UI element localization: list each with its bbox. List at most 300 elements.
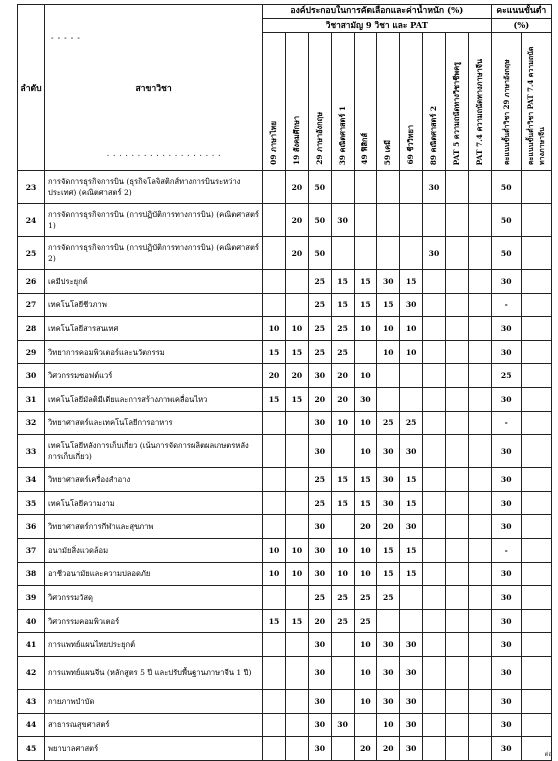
weight-cell xyxy=(445,713,468,737)
weight-cell: 10 xyxy=(400,317,423,341)
weight-cell xyxy=(263,411,286,435)
weight-cell xyxy=(445,689,468,713)
weight-cell: 25 xyxy=(308,270,331,294)
weight-cell xyxy=(423,340,446,364)
subject-header-label: 49 ฟิสิกส์ xyxy=(360,133,370,165)
order-header-label: ลำดับ xyxy=(20,83,42,94)
table-row xyxy=(18,171,552,204)
page-continuation-mark: ต่อ xyxy=(544,751,552,758)
min-score-cell: 30 xyxy=(491,491,521,515)
table-row xyxy=(18,633,552,657)
weight-cell: 30 xyxy=(308,656,331,689)
weight-cell xyxy=(377,364,400,388)
weight-cell: 10 xyxy=(354,411,377,435)
weight-cell: 15 xyxy=(331,491,354,515)
weight-cell: 10 xyxy=(354,562,377,586)
weight-cell xyxy=(468,340,491,364)
weight-cell: 15 xyxy=(263,340,286,364)
weight-cell xyxy=(285,270,308,294)
weight-cell xyxy=(331,737,354,761)
weight-cell: 30 xyxy=(308,435,331,468)
weight-cell xyxy=(423,538,446,562)
min-score-cell: 30 xyxy=(491,586,521,610)
min-score-cell xyxy=(521,468,551,492)
subject-header xyxy=(445,33,468,171)
row-order: 35 xyxy=(18,491,45,515)
weight-cell xyxy=(263,468,286,492)
table-row xyxy=(18,387,552,411)
min-score-header xyxy=(521,33,551,171)
weight-cell: 25 xyxy=(331,340,354,364)
group-subtitle: วิชาสามัญ 9 วิชา และ PAT xyxy=(263,19,492,33)
weight-cell: 30 xyxy=(400,689,423,713)
weight-cell: 25 xyxy=(308,586,331,610)
weight-cell xyxy=(445,538,468,562)
weight-cell xyxy=(468,411,491,435)
weight-cell: 15 xyxy=(400,270,423,294)
weight-cell xyxy=(400,237,423,270)
weight-cell: 10 xyxy=(285,538,308,562)
weight-cell xyxy=(468,689,491,713)
weight-cell xyxy=(445,293,468,317)
min-score-header xyxy=(491,33,521,171)
subject-header xyxy=(331,33,354,171)
weight-cell xyxy=(423,656,446,689)
weight-cell: 10 xyxy=(377,713,400,737)
weight-cell xyxy=(263,171,286,204)
weight-cell xyxy=(331,171,354,204)
weight-cell: 25 xyxy=(331,586,354,610)
subject-header xyxy=(285,33,308,171)
weight-cell: 15 xyxy=(263,609,286,633)
weight-cell xyxy=(423,293,446,317)
weight-cell xyxy=(468,515,491,539)
row-order: 39 xyxy=(18,586,45,610)
weight-cell xyxy=(400,586,423,610)
weight-cell xyxy=(445,586,468,610)
weight-cell xyxy=(263,491,286,515)
weight-cell xyxy=(423,204,446,237)
weight-cell xyxy=(445,562,468,586)
weight-cell xyxy=(423,411,446,435)
min-score-cell xyxy=(521,387,551,411)
min-score-cell: 30 xyxy=(491,713,521,737)
min-score-cell: 50 xyxy=(491,171,521,204)
weight-cell: 15 xyxy=(377,562,400,586)
row-order: 42 xyxy=(18,656,45,689)
weight-cell: 30 xyxy=(354,387,377,411)
row-major-name: วิทยาศาสตร์เครื่องสำอาง xyxy=(45,468,263,492)
weight-cell: 50 xyxy=(308,237,331,270)
mid-dots: . . . . . . . . . . . . . . . . . . . xyxy=(107,151,222,158)
weight-cell xyxy=(445,515,468,539)
min-score-cell: 30 xyxy=(491,656,521,689)
weight-cell: 25 xyxy=(354,586,377,610)
weight-cell xyxy=(423,713,446,737)
row-major-name: เทคโนโลยีสารสนเทศ xyxy=(45,317,263,341)
subject-header-label: 29 ภาษาอังกฤษ xyxy=(314,112,324,165)
min-score-cell xyxy=(521,435,551,468)
weight-cell: 30 xyxy=(308,689,331,713)
weight-cell: 10 xyxy=(285,562,308,586)
weight-cell: 20 xyxy=(285,204,308,237)
table-row xyxy=(18,270,552,294)
weight-cell xyxy=(263,270,286,294)
weight-cell xyxy=(468,204,491,237)
weight-cell xyxy=(423,270,446,294)
min-score-cell: - xyxy=(491,293,521,317)
weight-cell xyxy=(285,633,308,657)
weight-cell xyxy=(285,491,308,515)
min-score-cell: 30 xyxy=(491,270,521,294)
weight-cell xyxy=(285,586,308,610)
weight-cell: 30 xyxy=(377,689,400,713)
min-score-cell xyxy=(521,609,551,633)
weight-cell xyxy=(285,293,308,317)
weight-cell: 30 xyxy=(377,491,400,515)
subject-header-label: 39 คณิตศาสตร์ 1 xyxy=(337,105,347,165)
weight-cell: 20 xyxy=(308,609,331,633)
weight-cell xyxy=(468,633,491,657)
weight-cell: 30 xyxy=(308,515,331,539)
weight-cell: 10 xyxy=(354,538,377,562)
weight-cell xyxy=(331,435,354,468)
weight-cell: 10 xyxy=(285,317,308,341)
min-score-cell xyxy=(521,204,551,237)
weight-cell xyxy=(354,713,377,737)
weight-cell xyxy=(285,713,308,737)
weight-cell: 20 xyxy=(285,237,308,270)
weight-cell: 25 xyxy=(354,609,377,633)
weight-cell xyxy=(468,586,491,610)
table-row xyxy=(18,713,552,737)
table-body xyxy=(18,171,552,761)
min-score-cell xyxy=(521,491,551,515)
row-major-name: วิศวกรรมซอฟต์แวร์ xyxy=(45,364,263,388)
min-score-cell: 30 xyxy=(491,515,521,539)
min-score-cell: 30 xyxy=(491,689,521,713)
subject-header xyxy=(423,33,446,171)
weight-cell xyxy=(445,435,468,468)
weight-cell xyxy=(263,204,286,237)
row-major-name: เทคโนโลยีมัลติมีเดียและการสร้างภาพเคลื่อนไหว xyxy=(45,387,263,411)
table-row xyxy=(18,689,552,713)
min-score-cell: 30 xyxy=(491,340,521,364)
weight-cell: 10 xyxy=(331,562,354,586)
weight-cell xyxy=(445,317,468,341)
table-row xyxy=(18,538,552,562)
weight-cell xyxy=(468,364,491,388)
weight-cell: 30 xyxy=(423,171,446,204)
weight-cell xyxy=(423,468,446,492)
weight-cell xyxy=(263,713,286,737)
weight-cell xyxy=(445,737,468,761)
row-order: 44 xyxy=(18,713,45,737)
subject-header-label: 09 ภาษาไทย xyxy=(269,121,279,165)
subject-header-label: 59 เคมี xyxy=(383,139,393,165)
row-order: 26 xyxy=(18,270,45,294)
weight-cell xyxy=(285,411,308,435)
row-major-name: เทคโนโลยีความงาม xyxy=(45,491,263,515)
weight-cell: 30 xyxy=(308,562,331,586)
weight-cell xyxy=(423,317,446,341)
row-major-name: เคมีประยุกต์ xyxy=(45,270,263,294)
min-score-cell: 50 xyxy=(491,237,521,270)
weight-cell xyxy=(354,340,377,364)
min-score-cell: 30 xyxy=(491,562,521,586)
major-header-label: สาขาวิชา xyxy=(135,83,172,94)
min-score-header-label: คะแนนขั้นต่ำวิชา 29 ภาษาอังกฤษ xyxy=(501,59,511,165)
weight-cell: 20 xyxy=(331,387,354,411)
weight-cell: 30 xyxy=(331,713,354,737)
row-major-name: พยาบาลศาสตร์ xyxy=(45,737,263,761)
min-score-cell: 30 xyxy=(491,633,521,657)
row-major-name: เทคโนโลยีชีวภาพ xyxy=(45,293,263,317)
weight-cell xyxy=(423,491,446,515)
min-score-cell xyxy=(521,689,551,713)
weight-cell: 50 xyxy=(308,204,331,237)
min-score-cell xyxy=(521,237,551,270)
weight-cell xyxy=(400,609,423,633)
row-major-name: วิทยาศาสตร์และเทคโนโลยีการอาหาร xyxy=(45,411,263,435)
min-score-cell: 25 xyxy=(491,364,521,388)
weight-cell xyxy=(285,435,308,468)
weight-cell xyxy=(468,270,491,294)
weight-cell xyxy=(263,293,286,317)
subject-header xyxy=(468,33,491,171)
weight-cell: 30 xyxy=(400,435,423,468)
weight-cell: 20 xyxy=(354,737,377,761)
weight-cell: 15 xyxy=(400,491,423,515)
weight-cell: 30 xyxy=(400,293,423,317)
row-order: 29 xyxy=(18,340,45,364)
table-row xyxy=(18,317,552,341)
row-order: 43 xyxy=(18,689,45,713)
table-row xyxy=(18,562,552,586)
weight-cell: 20 xyxy=(285,171,308,204)
weight-cell: 25 xyxy=(308,317,331,341)
weight-cell xyxy=(468,538,491,562)
weight-cell xyxy=(423,609,446,633)
min-score-cell xyxy=(521,270,551,294)
table-row xyxy=(18,586,552,610)
weight-cell: 15 xyxy=(331,468,354,492)
weight-cell xyxy=(263,656,286,689)
row-order: 40 xyxy=(18,609,45,633)
row-major-name: อนามัยสิ่งแวดล้อม xyxy=(45,538,263,562)
weight-cell xyxy=(468,387,491,411)
weight-cell: 25 xyxy=(400,411,423,435)
table-row xyxy=(18,237,552,270)
min-score-cell xyxy=(521,317,551,341)
table-row xyxy=(18,491,552,515)
weight-cell: 20 xyxy=(285,364,308,388)
weight-cell xyxy=(377,204,400,237)
weight-cell: 20 xyxy=(377,737,400,761)
weight-cell: 20 xyxy=(354,515,377,539)
weight-cell xyxy=(354,237,377,270)
weight-cell xyxy=(423,689,446,713)
weight-cell xyxy=(468,491,491,515)
weight-cell: 15 xyxy=(400,538,423,562)
weight-cell: 20 xyxy=(377,515,400,539)
row-order: 31 xyxy=(18,387,45,411)
weight-cell xyxy=(285,468,308,492)
weight-cell xyxy=(445,204,468,237)
min-score-cell xyxy=(521,515,551,539)
weight-cell xyxy=(468,293,491,317)
weight-cell: 20 xyxy=(331,364,354,388)
weight-cell xyxy=(354,204,377,237)
weight-cell: 15 xyxy=(285,340,308,364)
subject-header-label: 69 ชีววิทยา xyxy=(406,125,416,165)
weight-cell: 15 xyxy=(354,468,377,492)
weight-cell xyxy=(445,468,468,492)
weight-cell: 15 xyxy=(331,270,354,294)
weight-cell xyxy=(400,204,423,237)
weight-cell xyxy=(377,387,400,411)
row-major-name: อาชีวอนามัยและความปลอดภัย xyxy=(45,562,263,586)
weight-cell xyxy=(445,633,468,657)
top-dots: - - - - - xyxy=(51,35,81,42)
weight-cell xyxy=(263,586,286,610)
weight-cell xyxy=(400,171,423,204)
min-score-cell xyxy=(521,340,551,364)
subject-header-label: PAT 7.4 ความถนัดทางภาษาจีน xyxy=(474,58,484,165)
weight-cell: 10 xyxy=(263,562,286,586)
weight-cell xyxy=(468,713,491,737)
table-row xyxy=(18,204,552,237)
row-order: 24 xyxy=(18,204,45,237)
weight-cell xyxy=(468,609,491,633)
weight-cell: 30 xyxy=(377,270,400,294)
weight-cell xyxy=(468,237,491,270)
table-row xyxy=(18,435,552,468)
weight-cell xyxy=(331,689,354,713)
row-major-name: กายภาพบำบัด xyxy=(45,689,263,713)
row-major-name: การจัดการธุรกิจการบิน (ธุรกิจโลจิสติกส์ทางการบินระหว่างประเทศ) (คณิตศาสตร์ 2) xyxy=(45,171,263,204)
weight-cell: 25 xyxy=(377,586,400,610)
row-order: 32 xyxy=(18,411,45,435)
weight-cell xyxy=(423,435,446,468)
table-row xyxy=(18,737,552,761)
subject-header-label: 89 คณิตศาสตร์ 2 xyxy=(428,105,438,165)
weight-cell: 10 xyxy=(354,689,377,713)
weight-cell: 10 xyxy=(377,340,400,364)
min-score-header-label: คะแนนขั้นต่ำวิชา PAT 7.4 ความถนัดทางภาษาจีน xyxy=(526,46,547,165)
row-order: 34 xyxy=(18,468,45,492)
table-row xyxy=(18,364,552,388)
min-score-cell: 30 xyxy=(491,435,521,468)
weight-cell: 15 xyxy=(354,491,377,515)
min-score-cell xyxy=(521,633,551,657)
weight-cell: 20 xyxy=(308,387,331,411)
weight-cell: 30 xyxy=(308,364,331,388)
min-score-cell xyxy=(521,538,551,562)
weight-cell xyxy=(377,171,400,204)
weight-cell: 30 xyxy=(400,737,423,761)
weight-cell xyxy=(445,609,468,633)
weight-cell xyxy=(468,737,491,761)
weight-cell xyxy=(377,237,400,270)
weight-cell: 30 xyxy=(331,204,354,237)
weight-cell: 30 xyxy=(308,538,331,562)
weight-cell xyxy=(285,689,308,713)
table-row xyxy=(18,293,552,317)
weight-cell xyxy=(445,340,468,364)
min-score-cell: 50 xyxy=(491,204,521,237)
weight-cell: 15 xyxy=(354,293,377,317)
weight-cell: 30 xyxy=(308,633,331,657)
subject-header xyxy=(308,33,331,171)
weight-cell xyxy=(263,237,286,270)
weight-cell xyxy=(468,317,491,341)
weight-cell: 25 xyxy=(308,293,331,317)
weight-cell: 10 xyxy=(331,411,354,435)
row-major-name: เทคโนโลยีหลังการเก็บเกี่ยว (เน้นการจัดการผลิตผลเกษตรหลังการเก็บเกี่ยว) xyxy=(45,435,263,468)
weight-cell xyxy=(263,515,286,539)
weight-cell xyxy=(400,387,423,411)
weight-cell: 15 xyxy=(400,562,423,586)
col-major-header xyxy=(45,5,263,171)
weight-cell: 15 xyxy=(400,468,423,492)
weight-cell xyxy=(285,656,308,689)
subject-header-label: PAT 5 ความถนัดทางวิชาชีพครู xyxy=(451,61,461,165)
table-row xyxy=(18,656,552,689)
min-score-cell: 30 xyxy=(491,317,521,341)
weight-cell xyxy=(468,468,491,492)
row-order: 41 xyxy=(18,633,45,657)
weight-cell: 25 xyxy=(308,468,331,492)
row-major-name: วิทยาศาสตร์การกีฬาและสุขภาพ xyxy=(45,515,263,539)
min-score-cell: - xyxy=(491,538,521,562)
weight-cell: 15 xyxy=(263,387,286,411)
weight-cell xyxy=(445,411,468,435)
min-score-cell xyxy=(521,713,551,737)
weight-cell: 10 xyxy=(377,317,400,341)
weight-cell: 15 xyxy=(377,293,400,317)
weight-cell: 30 xyxy=(377,656,400,689)
weight-cell xyxy=(445,656,468,689)
row-order: 37 xyxy=(18,538,45,562)
weight-cell xyxy=(423,562,446,586)
weight-cell xyxy=(400,364,423,388)
admission-criteria-sheet xyxy=(17,4,552,761)
weight-cell: 15 xyxy=(285,609,308,633)
weight-cell: 10 xyxy=(400,340,423,364)
weight-cell xyxy=(331,633,354,657)
weight-cell: 15 xyxy=(285,387,308,411)
weight-cell xyxy=(423,633,446,657)
row-major-name: การจัดการธุรกิจการบิน (การปฏิบัติการทางการบิน) (คณิตศาสตร์ 2) xyxy=(45,237,263,270)
score-title: คะแนนขั้นต่ำ xyxy=(491,5,551,19)
weight-cell: 50 xyxy=(308,171,331,204)
weight-cell xyxy=(331,515,354,539)
row-major-name: การแพทย์แผนจีน (หลักสูตร 5 ปี และปรับพื้นฐานภาษาจีน 1 ปี) xyxy=(45,656,263,689)
row-major-name: สาธารณสุขศาสตร์ xyxy=(45,713,263,737)
weight-cell xyxy=(263,689,286,713)
weight-cell xyxy=(423,364,446,388)
weight-cell xyxy=(331,237,354,270)
row-major-name: วิศวกรรมคอมพิวเตอร์ xyxy=(45,609,263,633)
weight-cell: 10 xyxy=(354,364,377,388)
subject-header xyxy=(377,33,400,171)
subject-header xyxy=(354,33,377,171)
min-score-cell: 30 xyxy=(491,387,521,411)
weight-cell xyxy=(285,515,308,539)
weight-cell xyxy=(445,237,468,270)
weight-cell xyxy=(263,633,286,657)
